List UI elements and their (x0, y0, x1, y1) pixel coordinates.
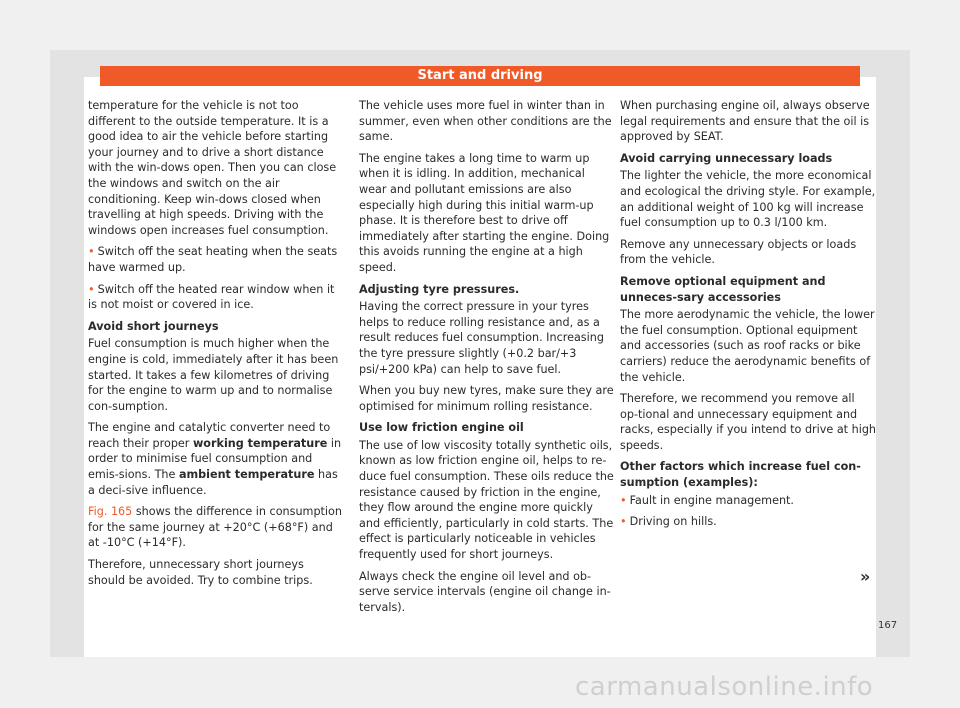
section-header (100, 66, 860, 86)
paragraph: Having the correct pressure in your tyres helps to reduce rolling resistance and, as a result reduces fuel consumption. Increasing the tyre pressure slightly (+0.2 bar/+3 psi/+200 kPa) can help to save fuel. (359, 300, 604, 376)
paragraph: The use of low viscosity totally synthetic oils, known as low friction engine oil, helps to re-duce fuel consumption. These oils reduce the resistance caused by friction in the engine, they flow around the engine more quickly and efficiently, particularly in cold starts. The effect is particularly noticeable in vehicles frequently used for short journeys. (359, 438, 614, 562)
bullet-icon: • (88, 282, 95, 296)
bullet-icon: • (88, 245, 95, 259)
paragraph: Fuel consumption is much higher when the engine is cold, immediately after it has been started. It takes a few kilometres of driving for the engine to warm up and to normalise con-sumption. (88, 337, 339, 413)
paragraph: When purchasing engine oil, always observe legal requirements and ensure that the oil is approved by SEAT. (620, 99, 870, 144)
page-number: 167 (878, 620, 898, 631)
bullet-item: • Fault in engine management. (620, 493, 794, 507)
paragraph: Fig. 165 shows the difference in consumption for the same journey at +20°C (+68°F) and at -10°C (+14°F). (88, 505, 342, 550)
subheading: Remove optional equipment and unneces-sary accessories (620, 274, 826, 304)
subheading: Adjusting tyre pressures. (359, 282, 520, 296)
paragraph: The vehicle uses more fuel in winter than in summer, even when other conditions are the same. (359, 99, 612, 144)
bullet-item: • Switch off the seat heating when the seats have warmed up. (88, 245, 338, 274)
bullet-icon: • (620, 493, 627, 507)
section-title: Start and driving (417, 68, 543, 83)
paragraph: When you buy new tyres, make sure they are optimised for minimum rolling resistance. (359, 384, 614, 413)
paragraph: Therefore, we recommend you remove all op-tional and unnecessary equipment and racks, especially if you intend to drive at high speeds. (620, 392, 877, 452)
subheading: Avoid short journeys (88, 319, 219, 333)
bullet-item: • Driving on hills. (620, 515, 717, 529)
paragraph: The lighter the vehicle, the more economical and ecological the driving style. For example, an additional weight of 100 kg will increase fuel consumption up to 0.3 l/100 km. (620, 169, 876, 230)
subheading: Use low friction engine oil (359, 421, 524, 435)
paragraph: Therefore, unnecessary short journeys should be avoided. Try to combine trips. (88, 558, 313, 587)
paragraph: Remove any unnecessary objects or loads from the vehicle. (620, 237, 857, 267)
paragraph: Always check the engine oil level and ob-serve service intervals (engine oil change in-tervals). (359, 569, 611, 614)
bullet-icon: • (620, 515, 627, 529)
text-column-3 (620, 98, 876, 536)
watermark: carmanualsonline.info (575, 672, 874, 702)
subheading: Avoid carrying unnecessary loads (620, 151, 833, 165)
bullet-item: • Switch off the heated rear window when it is not moist or covered in ice. (88, 282, 335, 312)
paragraph: temperature for the vehicle is not too different to the outside temperature. It is a good idea to air the vehicle before starting your journey and to drive a short distance with the win-dows open. Then you can close the windows and switch on the air conditioning. Keep win-dows closed when travelling at high speeds. Driving with the windows open increases fuel consumption. (88, 99, 337, 237)
paragraph: The engine and catalytic converter need to reach their proper working temperature in order to minimise fuel consumption and emis-sions. The ambient temperature has a deci-sive influence. (88, 421, 342, 497)
paragraph: The engine takes a long time to warm up when it is idling. In addition, mechanical wear and pollutant emissions are also especially high during this initial warm-up phase. It is therefore best to drive off immediately after starting the engine. Doing this avoids running the engine at a high speed. (359, 151, 610, 274)
continue-arrow-icon: » (860, 567, 871, 586)
text-column-2 (359, 98, 615, 621)
paragraph: The more aerodynamic the vehicle, the lower the fuel consumption. Optional equipment and accessories (such as roof racks or bike carriers) reduce the aerodynamic benefits of the vehicle. (620, 308, 875, 384)
figure-link[interactable]: Fig. 165 (88, 505, 133, 519)
subheading: Other factors which increase fuel con-sumption (examples): (620, 460, 861, 490)
text-column-1 (88, 98, 344, 594)
